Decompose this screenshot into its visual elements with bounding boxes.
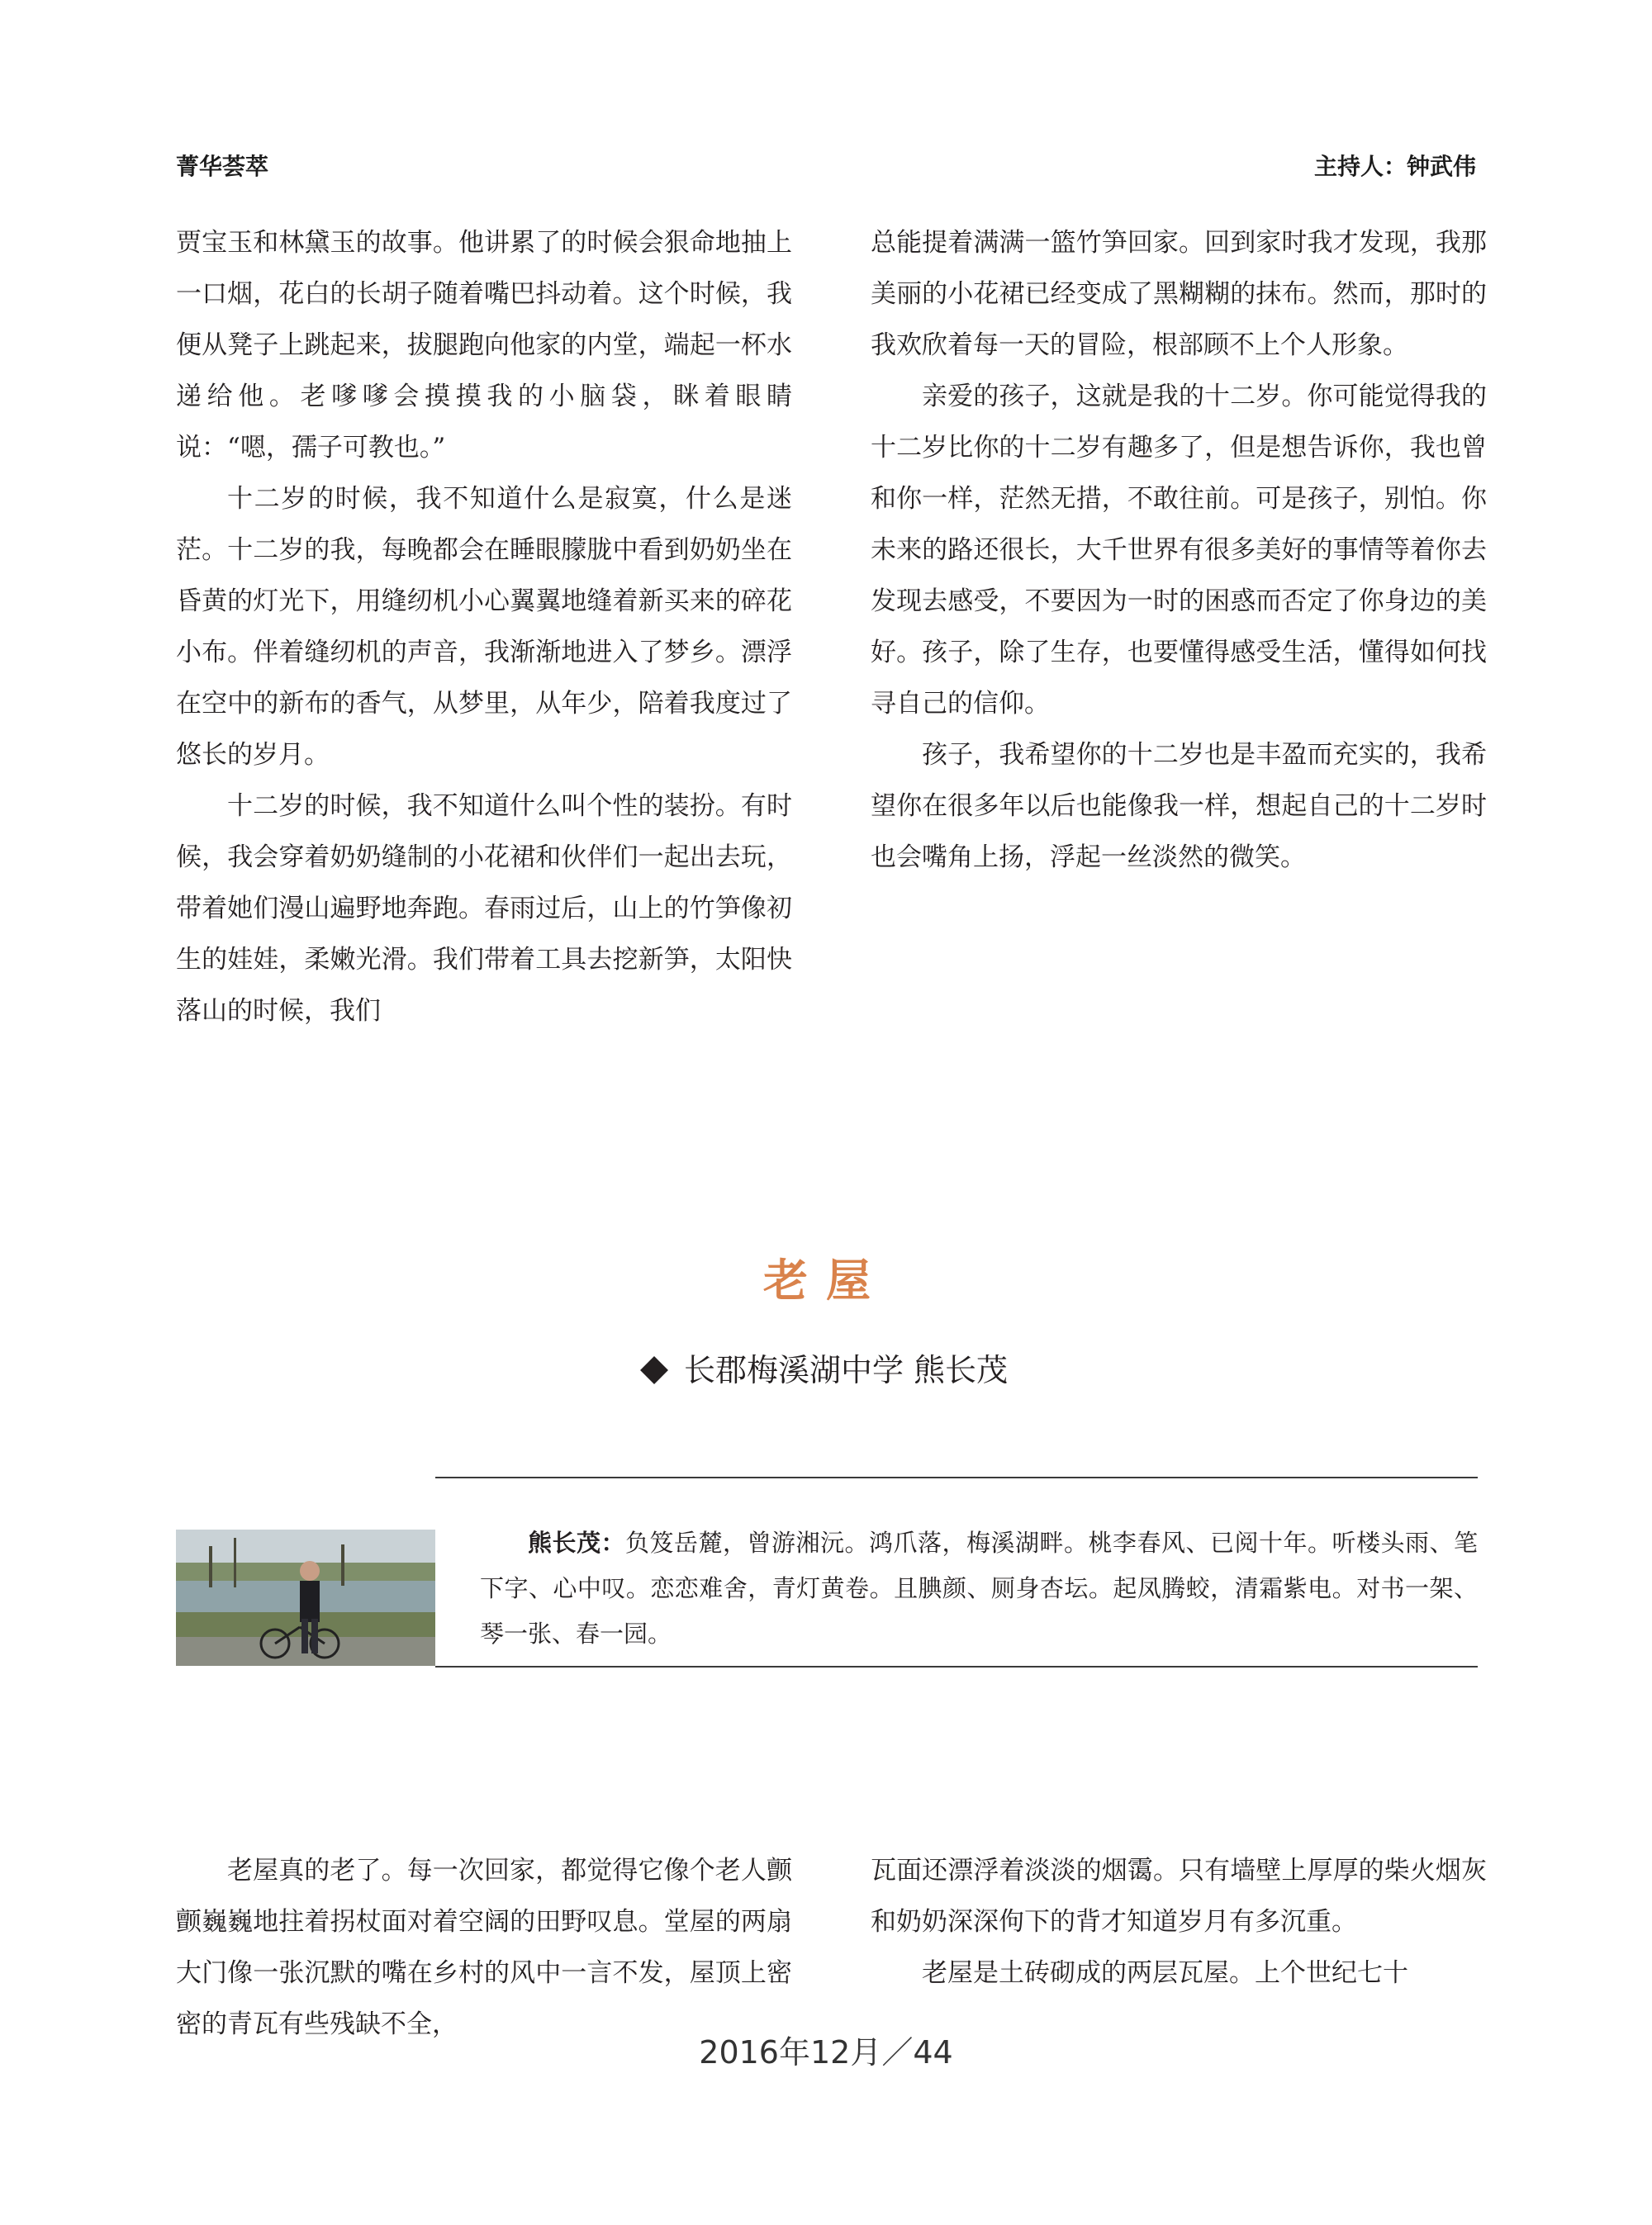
page-number: 2016年12月／44 (699, 2034, 953, 2071)
paragraph: 贾宝玉和林黛玉的故事。他讲累了的时候会狠命地抽上一口烟，花白的长胡子随着嘴巴抖动着。这个时候，我便从凳子上跳起来，拔腿跑向他家的内堂，端起一杯水递给他。老嗲嗲会摸摸我的小脑袋，眯着眼睛说：“嗯，孺子可教也。” (176, 228, 792, 463)
author-photo (176, 1530, 435, 1666)
host-label: 主持人：钟武伟 (1313, 153, 1476, 180)
article1-column-right (871, 217, 1487, 883)
paragraph: 老屋真的老了。每一次回家，都觉得它像个老人颤颤巍巍地拄着拐杖面对着空阔的田野叹息。堂屋的两扇大门像一张沉默的嘴在乡村的风中一言不发，屋顶上密密的青瓦有些残缺不全， (176, 1856, 792, 2039)
divider-top (435, 1477, 1478, 1478)
bio-text: 负笈岳麓，曾游湘沅。鸿爪落，梅溪湖畔。桃李春风、已阅十年。听楼头雨、笔下字、心中叹。恋恋难舍，青灯黄卷。且腆颜、厕身杏坛。起凤腾蛟，清霜紫电。对书一架、琴一张、春一园。 (480, 1529, 1478, 1648)
diamond-icon (640, 1356, 668, 1384)
paragraph: 十二岁的时候，我不知道什么是寂寞，什么是迷茫。十二岁的我，每晚都会在睡眼朦胧中看到奶奶坐在昏黄的灯光下，用缝纫机小心翼翼地缝着新买来的碎花小布。伴着缝纫机的声音，我渐渐地进入了梦乡。漂浮在空中的新布的香气，从梦里，从年少，陪着我度过了悠长的岁月。 (176, 484, 792, 770)
paragraph: 老屋是土砖砌成的两层瓦屋。上个世纪七十 (922, 1958, 1408, 1988)
bio-name: 熊长茂： (528, 1529, 625, 1557)
author-bio (480, 1520, 1478, 1657)
article2-column-right (871, 1845, 1487, 1999)
paragraph: 十二岁的时候，我不知道什么叫个性的装扮。有时候，我会穿着奶奶缝制的小花裙和伙伴们一起出去玩，带着她们漫山遍野地奔跑。春雨过后，山上的竹笋像初生的娃娃，柔嫩光滑。我们带着工具去挖新笋，太阳快落山的时候，我们 (176, 791, 792, 1026)
paragraph: 孩子，我希望你的十二岁也是丰盈而充实的，我希望你在很多年以后也能像我一样，想起自己的十二岁时也会嘴角上扬，浮起一丝淡然的微笑。 (871, 740, 1487, 872)
section-title: 菁华荟萃 (176, 153, 269, 180)
paragraph: 亲爱的孩子，这就是我的十二岁。你可能觉得我的十二岁比你的十二岁有趣多了，但是想告诉你，我也曾和你一样，茫然无措，不敢往前。可是孩子，别怕。你未来的路还很长，大千世界有很多美好的事情等着你去发现去感受，不要因为一时的困惑而否定了你身边的美好。孩子，除了生存，也要懂得感受生活，懂得如何找寻自己的信仰。 (871, 382, 1487, 719)
paragraph: 总能提着满满一篮竹笋回家。回到家时我才发现，我那美丽的小花裙已经变成了黑糊糊的抹布。然而，那时的我欢欣着每一天的冒险，根部顾不上个人形象。 (871, 228, 1487, 360)
bio-paragraph (480, 1520, 1478, 1657)
article1-column-left (176, 217, 792, 1037)
divider-bottom (435, 1666, 1478, 1668)
paragraph: 瓦面还漂浮着淡淡的烟霭。只有墙壁上厚厚的柴火烟灰和奶奶深深佝下的背才知道岁月有多沉重。 (871, 1856, 1487, 1937)
article-title: 老屋 (763, 1254, 889, 1307)
byline-text: 长郡梅溪湖中学 熊长茂 (683, 1352, 1009, 1388)
article2-column-left (176, 1845, 792, 2050)
byline (0, 1345, 1652, 1390)
